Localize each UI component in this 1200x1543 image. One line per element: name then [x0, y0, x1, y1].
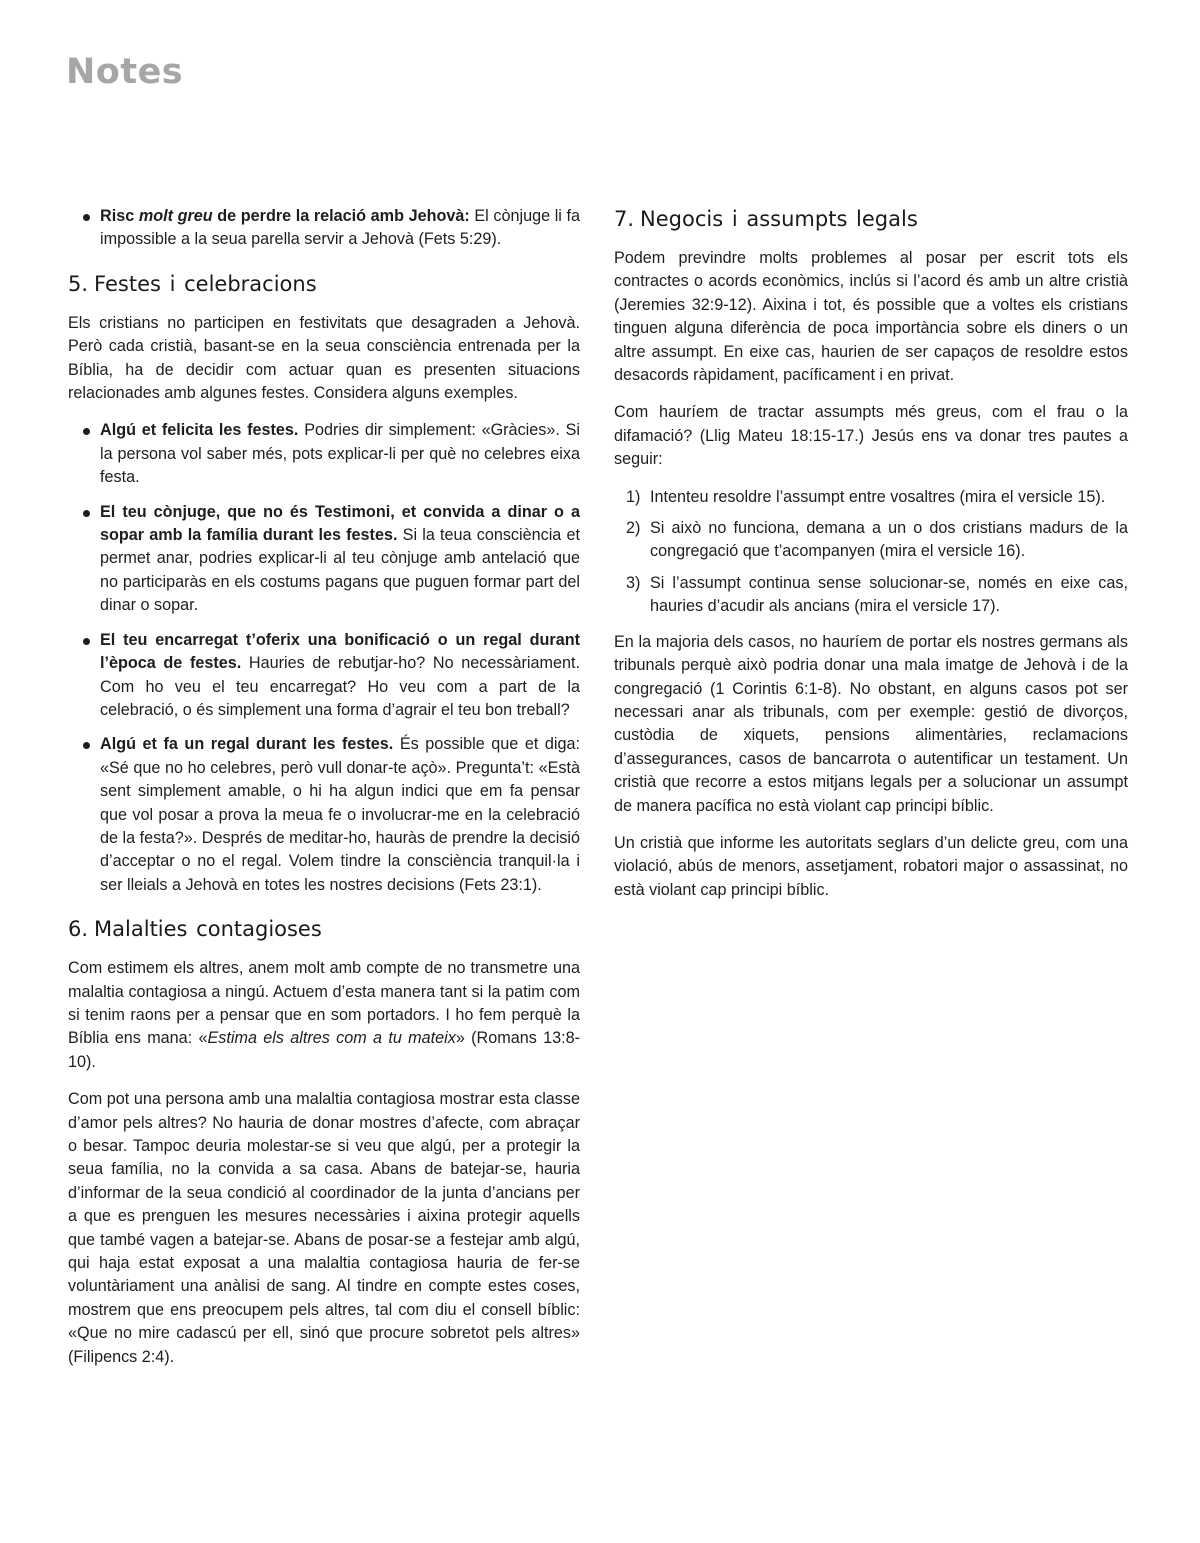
section-7-steps [614, 486, 1128, 619]
bullet-text: El cònjuge li fa impossible a la seua parella servir a Jehovà (Fets 5:29). [100, 207, 580, 249]
bullet-lead: Algú et fa un regal durant les festes. [100, 735, 394, 754]
step-marker: 2) [626, 519, 641, 538]
step-text: Intenteu resoldre l’assumpt entre vosaltres (mira el versicle 15). [650, 487, 1106, 506]
list-item [614, 517, 1128, 564]
bullet-lead: El teu encarregat t’oferix una bonificació o un regal durant l’època de festes. [100, 630, 580, 673]
intro-bullet-list [68, 205, 580, 252]
bullet-icon [83, 428, 90, 435]
bullet-text: És possible que et diga: «Sé que no ho celebres, però vull donar-te açò». Pregunta’t: «Està sent simplement amable, o hi ha algun indici que em fa pensar que vol posar a prova la meua fe o involucrar-me en la celebració de la festa?». Després de meditar-ho, hauràs de prendre la decisió d’acceptar o no el regal. Volem tindre la consciència tranquil·la i ser lleials a Jehovà en totes les nostres decisions (Fets 23:1). [100, 735, 580, 894]
section-7-paragraph-3: En la majoria dels casos, no hauríem de portar els nostres germans als tribunals perquè això podria donar una mala imatge de Jehovà i de la congregació (1 Corintis 6:1-8). No obstant, en alguns casos pot ser necessari anar als tribunals, com per exemple: gestió de divorços, custòdia de xiquets, pensions alimentàries, reclamacions d’assegurances, casos de bancarrota o autentificar un testament. Un cristià que recorre a estos mitjans legals per a solucionar un assumpt de manera pacífica no està violant cap principi bíblic. [614, 632, 1128, 815]
right-column [614, 205, 1128, 916]
list-item [68, 733, 580, 897]
list-item [68, 205, 580, 252]
bullet-lead: Risc molt greu de perdre la relació amb Jehovà: [100, 207, 470, 225]
section-5-intro: Els cristians no participen en festivitats que desagraden a Jehovà. Però cada cristià, basant-se en la seua consciència entrenada per la Bíblia, ha de decidir com actuar quan es presenten situacions relacionades amb algunes festes. Considera alguns exemples. [68, 313, 580, 403]
step-text: Si l’assumpt continua sense solucionar-se, només en eixe cas, hauries d’acudir als ancians (mira el versicle 17). [650, 573, 1128, 616]
bullet-text: Hauries de rebutjar-ho? No necessàriament. Com ho veu el teu encarregat? Ho veu com a part de la celebració, o és simplement una forma d’agrair el teu bon treball? [100, 654, 580, 719]
list-item [68, 419, 580, 489]
list-item [68, 629, 580, 723]
section-6-paragraph-1: Com estimem els altres, anem molt amb compte de no transmetre una malaltia contagiosa a ningú. Actuem d’esta manera tant si la patim com si tenim raons per a pensar que en som portadors. I ho fem perquè la Bíblia ens mana: «Estima els altres com a tu mateix» (Romans 13:8-10). [68, 959, 580, 1071]
list-item [614, 572, 1128, 619]
list-item [614, 486, 1128, 509]
step-marker: 3) [626, 573, 641, 592]
list-item [68, 501, 580, 618]
bullet-icon [83, 214, 90, 221]
section-7-paragraph-1: Podem previndre molts problemes al posar per escrit tots els contractes o acords econòmics, inclús si l’acord és amb un altre cristià (Jeremies 32:9-12). Aixina i tot, és possible que a voltes els cristians tinguen alguna diferència de poca importància sobre els diners o un altre assumpt. En eixe cas, haurien de ser capaços de resoldre estos desacords ràpidament, pacíficament i en privat. [614, 249, 1128, 385]
bullet-text: Si la teua consciència et permet anar, podries explicar-li al teu cònjuge amb antelació que no participaràs en els costums pagans que puguen formar part del dinar o sopar. [100, 526, 580, 615]
section-7-paragraph-4: Un cristià que informe les autoritats seglars d’un delicte greu, com una violació, abús de menors, assetjament, robatori major o assassinat, no està violant cap principi bíblic. [614, 833, 1128, 899]
page-title: Notes [66, 52, 184, 92]
section-5-bullets [68, 419, 580, 897]
left-column [68, 205, 580, 1383]
section-heading-6: 6. Malalties contagioses [68, 917, 322, 942]
section-7-paragraph-2: Com hauríem de tractar assumpts més greus, com el frau o la difamació? (Llig Mateu 18:15-17.) Jesús ens va donar tres pautes a seguir: [614, 403, 1128, 469]
section-6-paragraph-2: Com pot una persona amb una malaltia contagiosa mostrar esta classe d’amor pels altres? No hauria de donar mostres d’afecte, com abraçar o besar. Tampoc deuria molestar-se si veu que algú, per a protegir la seua família, no la convida a sa casa. Abans de batejar-se, hauria d’informar de la seua condició al coordinador de la junta d’ancians per a que es prenguen les mesures necessàries i aixina protegir aquells que també vagen a batejar-se. Abans de posar-se a festejar amb algú, qui haja estat exposat a una malaltia contagiosa hauria de fer-se voluntàriament una anàlisi de sang. Al tindre en compte estes coses, mostrem que ens preocupem pels altres, tal com diu el consell bíblic: «Que no mire cadascú per ell, sinó que procure sobretot pels altres» (Filipencs 2:4). [68, 1090, 580, 1366]
bullet-icon [83, 638, 90, 645]
section-heading-5: 5. Festes i celebracions [68, 271, 317, 296]
bullet-lead: El teu cònjuge, que no és Testimoni, et convida a dinar o a sopar amb la família durant les festes. [100, 502, 580, 545]
section-heading-7: 7. Negocis i assumpts legals [614, 207, 918, 231]
step-marker: 1) [626, 487, 641, 506]
bullet-icon [83, 742, 90, 749]
step-text: Si això no funciona, demana a un o dos cristians madurs de la congregació que t’acompanyen (mira el versicle 16). [650, 519, 1128, 561]
bullet-icon [83, 510, 90, 517]
bullet-text: Podries dir simplement: «Gràcies». Si la persona vol saber més, pots explicar-li per què no celebres eixa festa. [100, 421, 580, 487]
bullet-lead: Algú et felicita les festes. [100, 421, 299, 440]
